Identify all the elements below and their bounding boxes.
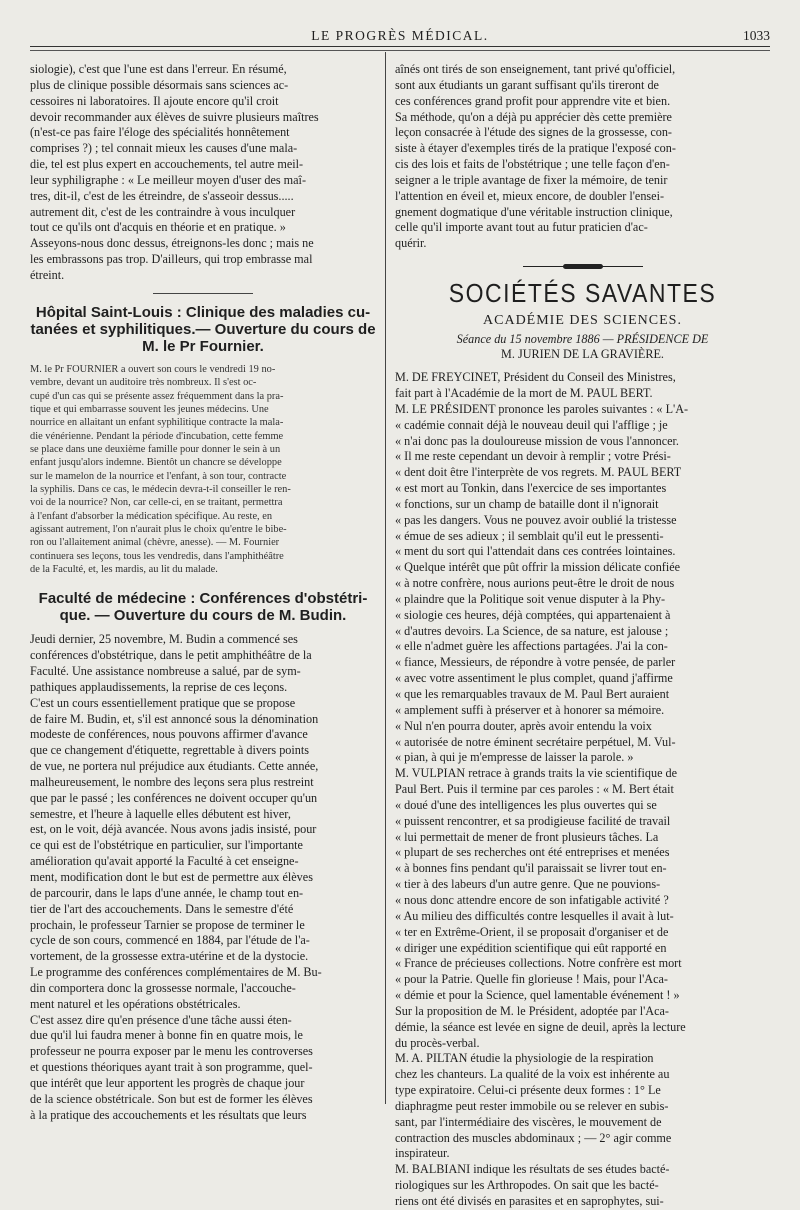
text-line: conférences d'obstétrique, dans le petit amphithéâtre de la (30, 648, 312, 663)
text-line: « amplement suffi à préserver et à honorer sa mémoire. (395, 702, 665, 717)
text-line: chez les chanteurs. La qualité de la voix est inhérente au (395, 1067, 670, 1082)
text-line: tique et qui embarrasse souvent les jeunes médecins. Une (30, 403, 269, 415)
text-line: à l'enfant d'absorber la médication spécifique. Au reste, en (30, 510, 273, 522)
text-line: que intérêt que leur apportent les progrès de chaque jour (30, 1075, 305, 1090)
page-number: 1033 (743, 28, 770, 43)
text-line: « avec votre assentiment le plus complet, quand j'affirme (395, 671, 673, 686)
text-line: de la science obstétricale. Son but est de former les élèves (30, 1091, 313, 1106)
text-line: sant, par l'intermédiaire des viscères, le mouvement de (395, 1114, 662, 1129)
text-line: M. A. PILTAN étudie la physiologie de la respiration (395, 1051, 654, 1066)
text-line: « Il me reste cependant un devoir à remplir ; votre Prési- (395, 449, 671, 464)
text-line: C'est un cours essentiellement pratique que se propose (30, 695, 296, 710)
text-line: sur le mamelon de la nourrice et l'enfant, à son tour, contracte (30, 470, 287, 482)
text-line: modeste de conférences, nous pouvons affirmer d'avance (30, 727, 308, 742)
text-line: Asseyons-nous donc dessus, étreignons-les donc ; mais ne (30, 236, 314, 251)
header-rule-thin (30, 50, 770, 51)
text-line: « cadémie connait déjà le nouveau deuil qui l'afflige ; je (395, 417, 668, 432)
text-line: quérir. (395, 236, 427, 251)
running-header (30, 28, 770, 48)
text-line: M. VULPIAN retrace à grands traits la vie scientifique de (395, 766, 678, 781)
text-line: « autorisée de notre éminent secrétaire perpétuel, M. Vul- (395, 734, 676, 749)
text-line: inspirateur. (395, 1146, 450, 1161)
text-line: « ment du sort qui l'attendait dans ces contrées lointaines. (395, 544, 676, 559)
text-line: contraction des muscles abdominaux ; — 2° agir comme (395, 1130, 672, 1145)
text-line: (n'est-ce pas faire l'éloge des spécialités honnêtement (30, 125, 290, 140)
text-line: « siologie ces heures, déjà comptées, qui appartenaient à (395, 607, 671, 622)
column-divider (385, 52, 386, 1104)
header-rule (30, 46, 770, 47)
text-line: M. DE FREYCINET, Président du Conseil des Ministres, (395, 370, 676, 385)
text-line: ce qui est de l'obstétrique en particulier, sur l'importante (30, 838, 303, 853)
text-line: prochain, le professeur Tarnier se propose de terminer le (30, 917, 305, 932)
text-line: devoir recommander aux élèves de suivre plusieurs maîtres (30, 109, 319, 124)
journal-title: LE PROGRÈS MÉDICAL. (311, 28, 489, 43)
seance-line: Séance du 15 novembre 1886 — PRÉSIDENCE DE (456, 332, 709, 347)
text-line: la syphilis. Dans ce cas, le médecin devra-t-il conseiller le ren- (30, 483, 291, 495)
text-line: tout ce qu'ils ont d'acquis en théorie et en pratique. » (30, 220, 286, 235)
text-line: Jeudi dernier, 25 novembre, M. Budin a commencé ses (30, 632, 298, 647)
text-line: tres, dit-il, c'est de les étreindre, de s'asseoir dessus..... (30, 188, 294, 203)
text-line: « ter en Extrême-Orient, il se proposait d'organiser et de (395, 924, 669, 939)
text-line: « émue de ses adieux ; il semblait qu'il eut le pressenti- (395, 528, 664, 543)
text-line: diaphragme peut rester immobile ou se relever en subis- (395, 1098, 669, 1113)
subheading-academie: ACADÉMIE DES SCIENCES. (483, 313, 682, 329)
text-line: ron ou l'allaitement animal (chèvre, anesse). — M. Fournier (30, 537, 280, 549)
text-line: « Nul n'en pourra douter, après avoir entendu la voix (395, 718, 652, 733)
text-line: les embrassons pas trop. D'ailleurs, qui trop embrasse mal (30, 252, 313, 267)
text-line: malheureusement, le nombre des leçons sera plus restreint (30, 774, 314, 789)
text-line: sont aux étudiants un garant suffisant qu'ils tireront de (395, 77, 659, 92)
text-line: type expiratoire. Celui-ci présente deux formes : 1° Le (395, 1083, 661, 1098)
text-line: étreint. (30, 267, 65, 282)
text-line: C'est assez dire qu'en présence d'une tâche aussi éten- (30, 1012, 292, 1027)
text-line: Sa méthode, qu'on a déjà pu apprécier dès cette première (395, 109, 672, 124)
text-line: « diriger une expédition scientifique qui eût rapporté en (395, 940, 667, 955)
text-line: « dent doit être l'interprète de vos regrets. M. PAUL BERT (395, 465, 682, 480)
text-line: « nous donc attendre encore de son infatigable activité ? (395, 892, 669, 907)
text-line: leçon consacrée à l'étude des signes de la grossesse, con- (395, 125, 672, 140)
text-line: Le programme des conférences complémentaires de M. Bu- (30, 965, 322, 980)
text-line: « puissent rencontrer, et sa prodigieuse facilité de travail (395, 813, 671, 828)
text-line: « démie et pour la Science, quel lamentable événement ! » (395, 988, 680, 1003)
text-line: « elle n'admet guère les affections partagées. J'ai la con- (395, 639, 668, 654)
text-line: à la pratique des accouchements et les résultats que leurs (30, 1107, 307, 1122)
section-body-saint-louis (30, 363, 376, 577)
section-title-saint-louis: Hôpital Saint-Louis : Clinique des maladies cu- tanées et syphilitiques.— Ouverture du cours de M. le Pr Fournier. (30, 303, 376, 355)
text-line: « pour la Patrie. Quelle fin glorieuse ! Mais, pour l'Aca- (395, 972, 668, 987)
text-line: « tier à des labeurs d'un autre genre. Que ne pouvions- (395, 877, 661, 892)
text-line: celle qu'il importe avant tout au futur praticien d'ac- (395, 220, 648, 235)
text-line: aînés ont tirés de son enseignement, tant privé qu'officiel, (395, 62, 676, 76)
text-line: « à notre confrère, nous aurions peut-être le droit de nous (395, 576, 675, 591)
presidence-line: M. JURIEN DE LA GRAVIÈRE. (501, 347, 664, 362)
text-line: enfant jusqu'alors indemne. Bientôt un chancre se développe (30, 457, 282, 469)
right-column (395, 62, 770, 1210)
separator-rule (153, 293, 253, 294)
text-line: démie, la séance est levée en signe de deuil, après la lecture (395, 1019, 686, 1034)
text-line: Paul Bert. Puis il termine par ces paroles : « M. Bert était (395, 782, 674, 797)
text-line: comprises ?) ; tel connait mieux les causes d'une mala- (30, 141, 298, 156)
ornament-divider (523, 264, 643, 270)
text-line: pathiques applaudissements, la reprise de ces leçons. (30, 679, 288, 694)
text-line: « n'ai donc pas la douloureuse mission de vous l'annoncer. (395, 433, 679, 448)
text-line: « pas les dangers. Vous ne pouvez avoir oublié la tristesse (395, 512, 677, 527)
text-line: seigner a le triple avantage de fixer la mémoire, de tenir (395, 172, 668, 187)
text-line: nourrice en allaitant un enfant syphilitique contracte la mala- (30, 417, 284, 429)
text-line: cessoires ni laboratoires. Il ajoute encore qu'il croit (30, 93, 279, 108)
left-intro (30, 62, 376, 284)
text-line: que par le passé ; les conférences ne doivent occuper qu'un (30, 790, 318, 805)
section-title-faculte: Faculté de médecine : Conférences d'obstétri- que. — Ouverture du cours de M. Budin. (38, 590, 368, 625)
text-line: M. le Pr FOURNIER a ouvert son cours le vendredi 19 no- (30, 363, 276, 375)
text-line: die vénérienne. Pendant la période d'incubation, cette femme (30, 430, 284, 442)
text-line: « Quelque intérêt que pût offrir la mission délicate confiée (395, 560, 681, 575)
text-line: leur syphiligraphe : « Le meilleur moyen d'user des maî- (30, 172, 306, 187)
text-line: voi de la nourrice? Non, car celle-ci, en se traitant, permettra (30, 497, 283, 509)
text-line: semestre, et l'heure à laquelle elles débutent est hiver, (30, 806, 291, 821)
text-line: cupé d'un cas qui se présente assez fréquemment dans la pra- (30, 390, 284, 402)
text-line: de parcourir, dans le laps d'une année, le champ tout en- (30, 885, 304, 900)
text-line: « Au milieu des difficultés contre lesquelles il avait à lut- (395, 908, 674, 923)
text-line: continuera ses leçons, tous les vendredis, dans l'amphithéâtre (30, 550, 284, 562)
text-line: « que les remarquables travaux de M. Paul Bert auraient (395, 687, 670, 701)
text-line: « France de précieuses collections. Notre confrère est mort (395, 956, 682, 971)
text-line: « fonctions, sur un champ de bataille dont il n'ignorait (395, 496, 659, 511)
text-line: « doué d'une des intelligences les plus ouvertes qui se (395, 797, 657, 812)
text-line: riologiques sur les Arthropodes. On sait que les bacté- (395, 1178, 659, 1193)
text-line: cycle de son cours, commencé en 1884, par l'étude de l'a- (30, 933, 310, 948)
text-line: M. BALBIANI indique les résultats de ses études bacté- (395, 1162, 670, 1177)
text-line: vembre, devant un auditoire très nombreux. Il s'est oc- (30, 377, 257, 389)
text-line: siologie), c'est que l'une est dans l'erreur. En résumé, (30, 62, 287, 76)
text-line: ces conférences grand profit pour apprendre vite et bien. (395, 93, 671, 108)
text-line: « à bonnes fins pendant qu'il paraissait se livrer tout en- (395, 861, 667, 876)
text-line: l'attention en éveil et, mieux encore, de doubler l'ensei- (395, 188, 665, 203)
text-line: de la Faculté, et, les mardis, au lit du malade. (30, 563, 218, 575)
text-line: M. LE PRÉSIDENT prononce les paroles suivantes : « L'A- (395, 401, 689, 416)
text-line: « lui permettait de mener de front plusieurs tâches. La (395, 829, 659, 844)
text-line: plus de clinique possible désormais sans sciences ac- (30, 77, 289, 92)
text-line: gnement dogmatique d'une véritable instruction clinique, (395, 204, 673, 219)
text-line: autrement dit, c'est de les contraindre à vous inculquer (30, 204, 296, 219)
text-line: professeur ne pourra exposer par le menu les controverses (30, 1044, 313, 1059)
text-line: « d'autres devoirs. La Science, de sa nature, est jalouse ; (395, 623, 669, 638)
text-line: et questions théoriques ayant trait à son programme, quel- (30, 1060, 313, 1075)
text-line: fait part à l'Académie de la mort de M. PAUL BERT. (395, 385, 653, 400)
text-line: din comportera donc la grossesse normale, l'accouche- (30, 980, 296, 995)
text-line: tier de l'art des accouchements. Dans le semestre d'été (30, 901, 294, 916)
text-line: « pian, à qui je m'empresse de laisser la parole. » (395, 750, 634, 765)
text-line: agissant autrement, l'on n'aurait plus le choix qu'entre le bibe- (30, 523, 287, 535)
text-line: ment naturel et les opérations obstétricales. (30, 996, 241, 1011)
academie-proceedings (395, 370, 770, 1210)
text-line: du procès-verbal. (395, 1035, 480, 1050)
section-heading-societes: SOCIÉTÉS SAVANTES (448, 278, 717, 308)
text-line: due qu'il lui faudra mener à bonne fin en quatre mois, le (30, 1028, 303, 1043)
text-line: « fiance, Messieurs, de répondre à votre pensée, de parler (395, 655, 676, 670)
text-line: Sur la proposition de M. le Président, adoptée par l'Aca- (395, 1003, 669, 1018)
text-line: ment, modification dont le but est de permettre aux élèves (30, 869, 313, 884)
section-body-faculte (30, 632, 376, 1123)
text-line: riens ont été divisés en parasites et en saprophytes, sui- (395, 1194, 664, 1208)
text-line: que ce changement d'étiquette, regrettable à divers points (30, 743, 310, 758)
text-line: « plupart de ses recherches ont été entreprises et menées (395, 845, 670, 860)
text-line: Faculté. Une assistance nombreuse a salué, par de sym- (30, 664, 301, 678)
text-line: de faire M. Budin, et, s'il est annoncé sous la dénomination (30, 711, 319, 726)
right-intro (395, 62, 770, 252)
text-line: se place dans une deuxième famille pour donner le sein à un (30, 443, 281, 455)
text-line: amélioration qu'avait apporté la Faculté à cet enseigne- (30, 854, 299, 869)
text-line: die, tel est plus expert en accouchements, tel autre meil- (30, 157, 304, 172)
text-line: est, on le voit, déjà avancée. Nous avons jadis insisté, pour (30, 822, 317, 837)
text-line: « est mort au Tonkin, dans l'exercice de ses importantes (395, 481, 667, 496)
text-line: siste à étayer d'exemples tirés de la pratique l'exposé con- (395, 141, 676, 156)
left-column (30, 62, 376, 1123)
text-line: de vue, ne portera nul préjudice aux étudiants. Cette année, (30, 759, 319, 774)
text-line: vortement, de la grossesse extra-utérine et de la dystocie. (30, 949, 309, 964)
text-line: cis des lois et faits de l'obstétrique ; une telle façon d'en- (395, 157, 670, 172)
text-line: « plaindre que la Politique soit venue disputer à la Phy- (395, 591, 666, 606)
